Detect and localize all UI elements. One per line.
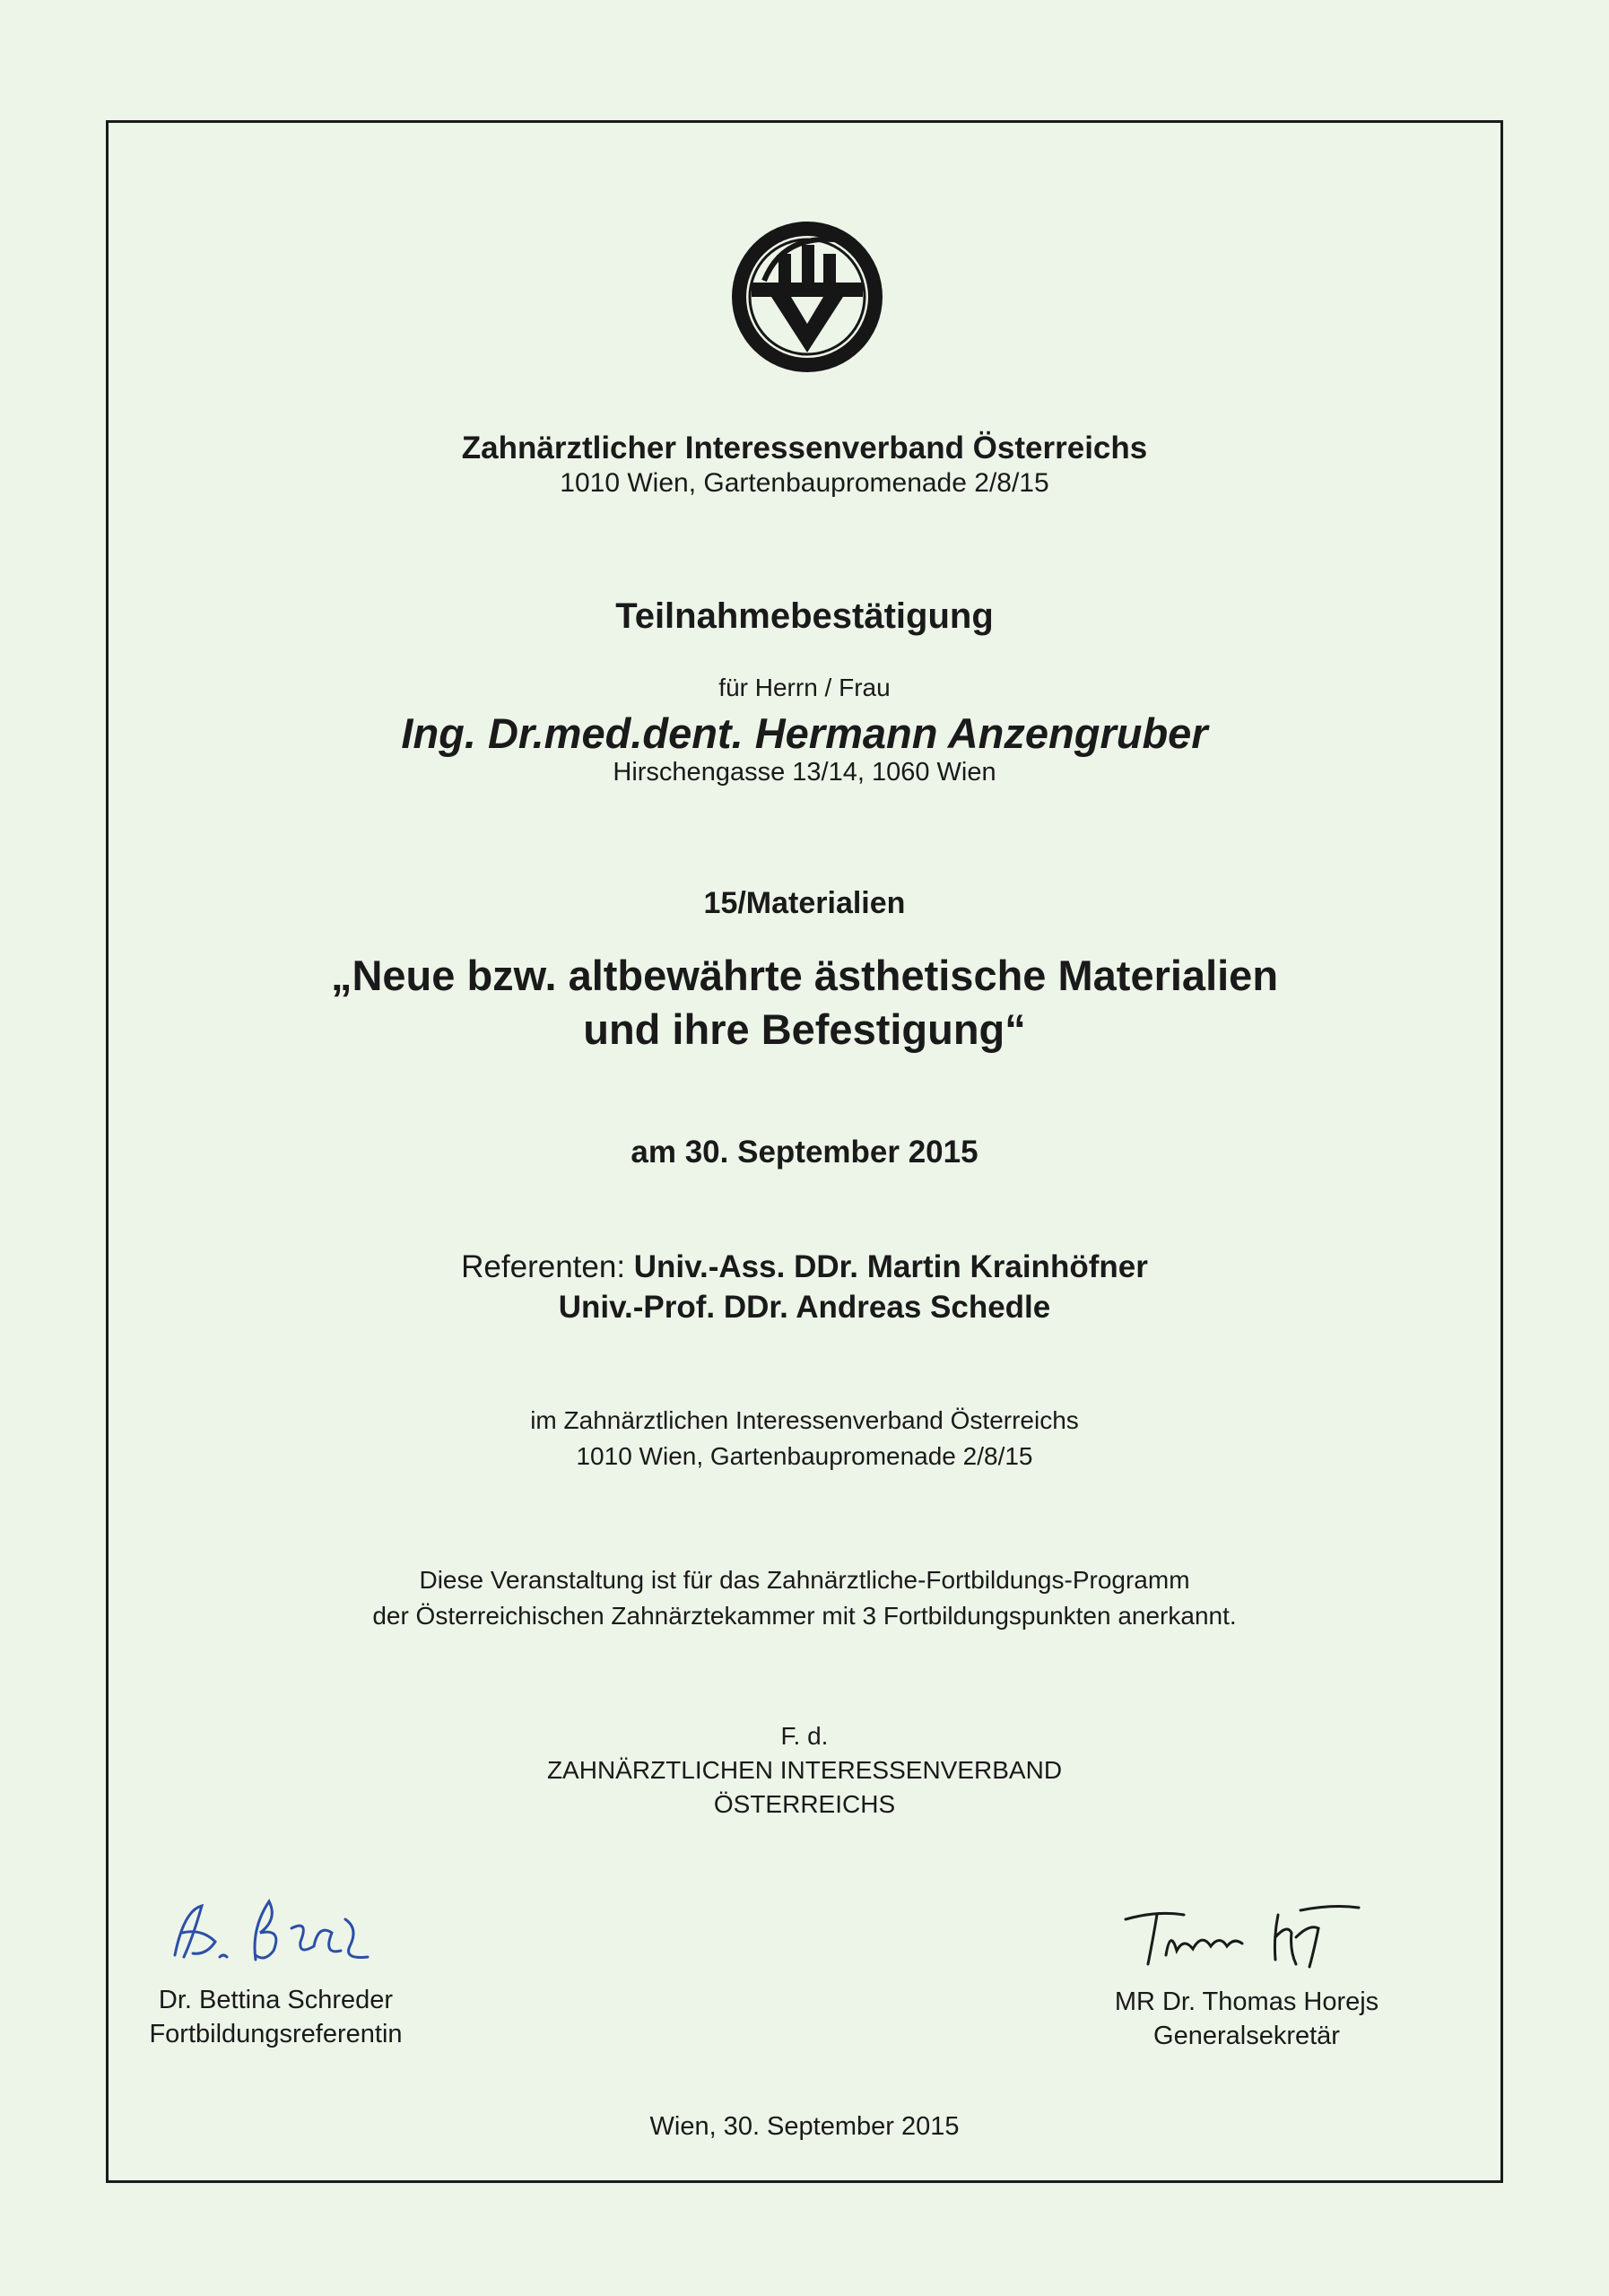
signatory-right-role: Generalsekretär bbox=[1153, 2022, 1340, 2050]
recipient-label: für Herrn / Frau bbox=[718, 674, 891, 701]
on-behalf-line-2: ZAHNÄRZTLICHEN INTERESSENVERBAND bbox=[546, 1756, 1063, 1784]
signatory-right-name: MR Dr. Thomas Horejs bbox=[1114, 1987, 1379, 2016]
speakers-label: Referenten: bbox=[461, 1249, 634, 1284]
accreditation-line-1: Diese Veranstaltung ist für das Zahnärztliche-Fortbildungs-Programm bbox=[419, 1566, 1190, 1594]
speakers-line-1 bbox=[0, 1249, 1609, 1285]
closing-place-date: Wien, 30. September 2015 bbox=[649, 2112, 960, 2141]
on-behalf-line-3: ÖSTERREICHS bbox=[713, 1790, 896, 1818]
venue-line-2: 1010 Wien, Gartenbaupromenade 2/8/15 bbox=[576, 1442, 1033, 1470]
accreditation-line-2: der Österreichischen Zahnärztekammer mit 3 Fortbildungspunkten anerkannt. bbox=[372, 1602, 1237, 1630]
signature-right-icon bbox=[1121, 1897, 1372, 1969]
course-code: 15/Materialien bbox=[703, 886, 906, 920]
organization-address: 1010 Wien, Gartenbaupromenade 2/8/15 bbox=[560, 468, 1049, 498]
signatory-left bbox=[130, 1983, 422, 2051]
recipient-name: Ing. Dr.med.dent. Hermann Anzengruber bbox=[401, 709, 1208, 757]
on-behalf-line-1: F. d. bbox=[780, 1722, 829, 1750]
association-logo-icon bbox=[728, 218, 886, 376]
course-title-line-2: und ihre Befestigung“ bbox=[583, 1005, 1026, 1053]
organization-name: Zahnärztlicher Interessenverband Österreichs bbox=[461, 430, 1148, 465]
venue-line-1: im Zahnärztlichen Interessenverband Österreichs bbox=[530, 1406, 1079, 1434]
recipient-address: Hirschengasse 13/14, 1060 Wien bbox=[613, 758, 996, 787]
signatory-left-role: Fortbildungsreferentin bbox=[149, 2020, 403, 2048]
signatory-left-name: Dr. Bettina Schreder bbox=[158, 1986, 394, 2014]
course-title-line-1: „Neue bzw. altbewährte ästhetische Materialien bbox=[330, 952, 1279, 999]
speaker-first: Univ.-Ass. DDr. Martin Krainhöfner bbox=[633, 1249, 1148, 1284]
signature-left-icon bbox=[166, 1892, 381, 1973]
document-title: Teilnahmebestätigung bbox=[615, 596, 994, 636]
signatory-right bbox=[1067, 1985, 1426, 2053]
speaker-second: Univ.-Prof. DDr. Andreas Schedle bbox=[558, 1290, 1051, 1325]
course-date: am 30. September 2015 bbox=[631, 1135, 978, 1170]
